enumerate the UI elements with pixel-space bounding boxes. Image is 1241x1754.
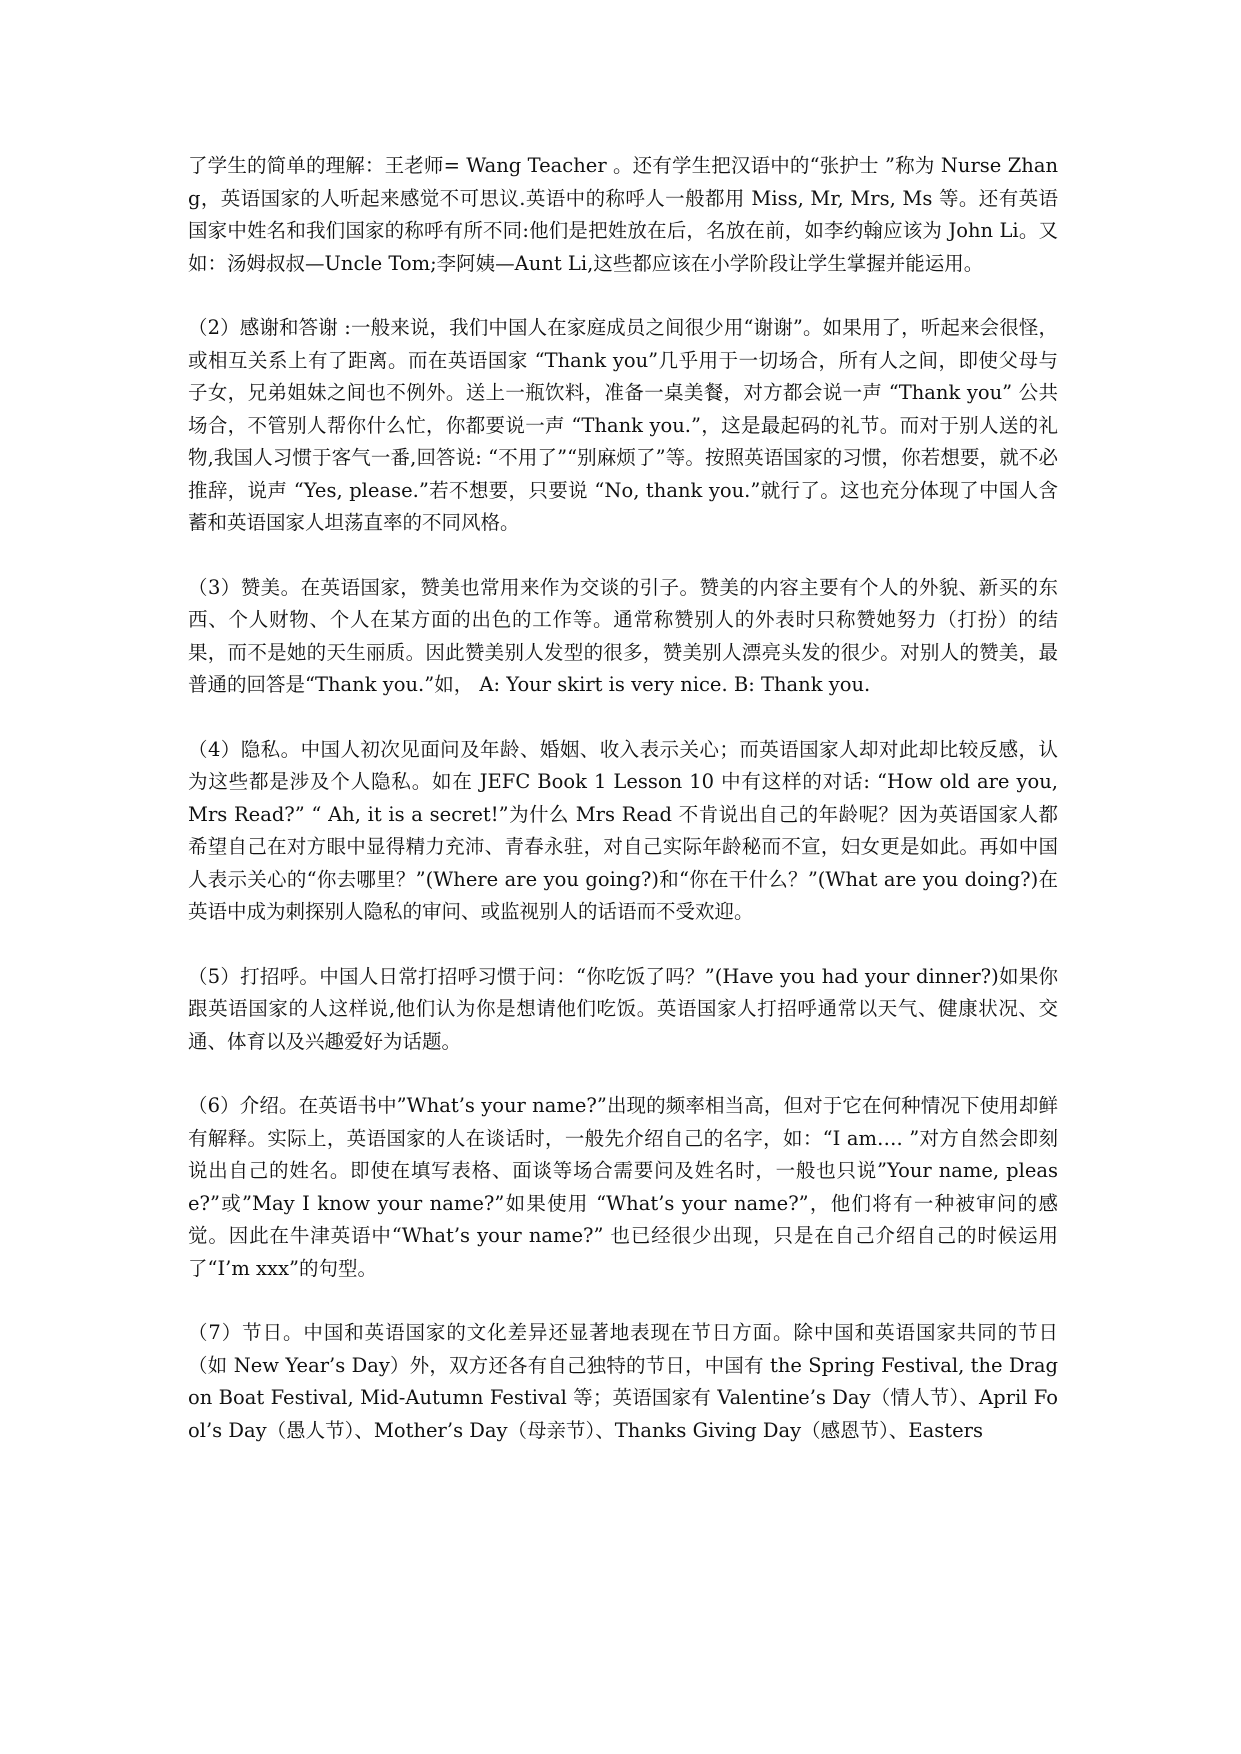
paragraph-address-terms: 了学生的简单的理解：王老师= Wang Teacher 。还有学生把汉语中的“张护士 ”称为 Nurse Zhang，英语国家的人听起来感觉不可思议.英语中的称呼人一般都用 Miss, Mr, Mrs, Ms 等。还有英语国家中姓名和我们国家的称呼有所不同:他们是把姓放在后，名放在前，如李约翰应该为 John Li。又如：汤姆叔叔—Uncle Tom;李阿姨—Aunt Li,这些都应该在小学阶段让学生掌握并能运用。 [188, 154, 1059, 275]
document-body [188, 150, 1058, 1479]
paragraph-introductions: （6）介绍。在英语书中”What’s your name?”出现的频率相当高，但对于它在何种情况下使用却鲜有解释。实际上，英语国家的人在谈话时，一般先介绍自己的名字，如：“I am…. ”对方自然会即刻说出自己的姓名。即使在填写表格、面谈等场合需要问及姓名时，一般也只说”Your name, please?”或”May I know your name?”如果使用 “What’s your name?”，他们将有一种被审问的感觉。因此在牛津英语中“What’s your name?” 也已经很少出现，只是在自己介绍自己的时候运用了“I’m xxx”的句型。 [188, 1094, 1058, 1280]
paragraph-privacy: （4）隐私。中国人初次见面问及年龄、婚姻、收入表示关心；而英语国家人却对此却比较反感，认为这些都是涉及个人隐私。如在 JEFC Book 1 Lesson 10 中有这样的对话: “How old are you, Mrs Read?” “ Ah, it is a secret!”为什么 Mrs Read 不肯说出自己的年龄呢？因为英语国家人都希望自己在对方眼中显得精力充沛、青春永驻，对自己实际年龄秘而不宣，妇女更是如此。再如中国人表示关心的“你去哪里？”(Where are you going?)和“你在干什么？”(What are you doing?)在英语中成为刺探别人隐私的审问、或监视别人的话语而不受欢迎。 [188, 737, 1058, 923]
paragraph-thanks: （2）感谢和答谢 :一般来说，我们中国人在家庭成员之间很少用“谢谢”。如果用了，听起来会很怪，或相互关系上有了距离。而在英语国家 “Thank you”几乎用于一切场合，所有人之间，即使父母与子女，兄弟姐妹之间也不例外。送上一瓶饮料，准备一桌美餐，对方都会说一声 “Thank you” 公共场合，不管别人帮你什么忙，你都要说一声 “Thank you.”，这是最起码的礼节。而对于别人送的礼物,我国人习惯于客气一番,回答说: “不用了”“别麻烦了”等。按照英语国家的习惯，你若想要，就不必推辞，说声 “Yes, please.”若不想要，只要说 “No, thank you.”就行了。这也充分体现了中国人含蓄和英语国家人坦荡直率的不同风格。 [188, 316, 1058, 534]
paragraph-festivals: （7）节日。中国和英语国家的文化差异还显著地表现在节日方面。除中国和英语国家共同的节日（如 New Year’s Day）外，双方还各有自己独特的节日，中国有 the Spring Festival, the Dragon Boat Festival, Mid-Autumn Festival 等；英语国家有 Valentine’s Day（情人节）、April Fool’s Day（愚人节）、Mother’s Day（母亲节）、Thanks Giving Day（感恩节）、Easters [188, 1321, 1058, 1442]
paragraph-compliments: （3）赞美。在英语国家，赞美也常用来作为交谈的引子。赞美的内容主要有个人的外貌、新买的东西、个人财物、个人在某方面的出色的工作等。通常称赞别人的外表时只称赞她努力（打扮）的结果，而不是她的天生丽质。因此赞美别人发型的很多，赞美别人漂亮头发的很少。对别人的赞美，最普通的回答是“Thank you.”如， A: Your skirt is very nice. B: Thank you. [188, 575, 1058, 696]
paragraph-greetings: （5）打招呼。中国人日常打招呼习惯于问：“你吃饭了吗？”(Have you had your dinner?)如果你跟英语国家的人这样说,他们认为你是想请他们吃饭。英语国家人打招呼通常以天气、健康状况、交通、体育以及兴趣爱好为话题。 [188, 964, 1058, 1053]
